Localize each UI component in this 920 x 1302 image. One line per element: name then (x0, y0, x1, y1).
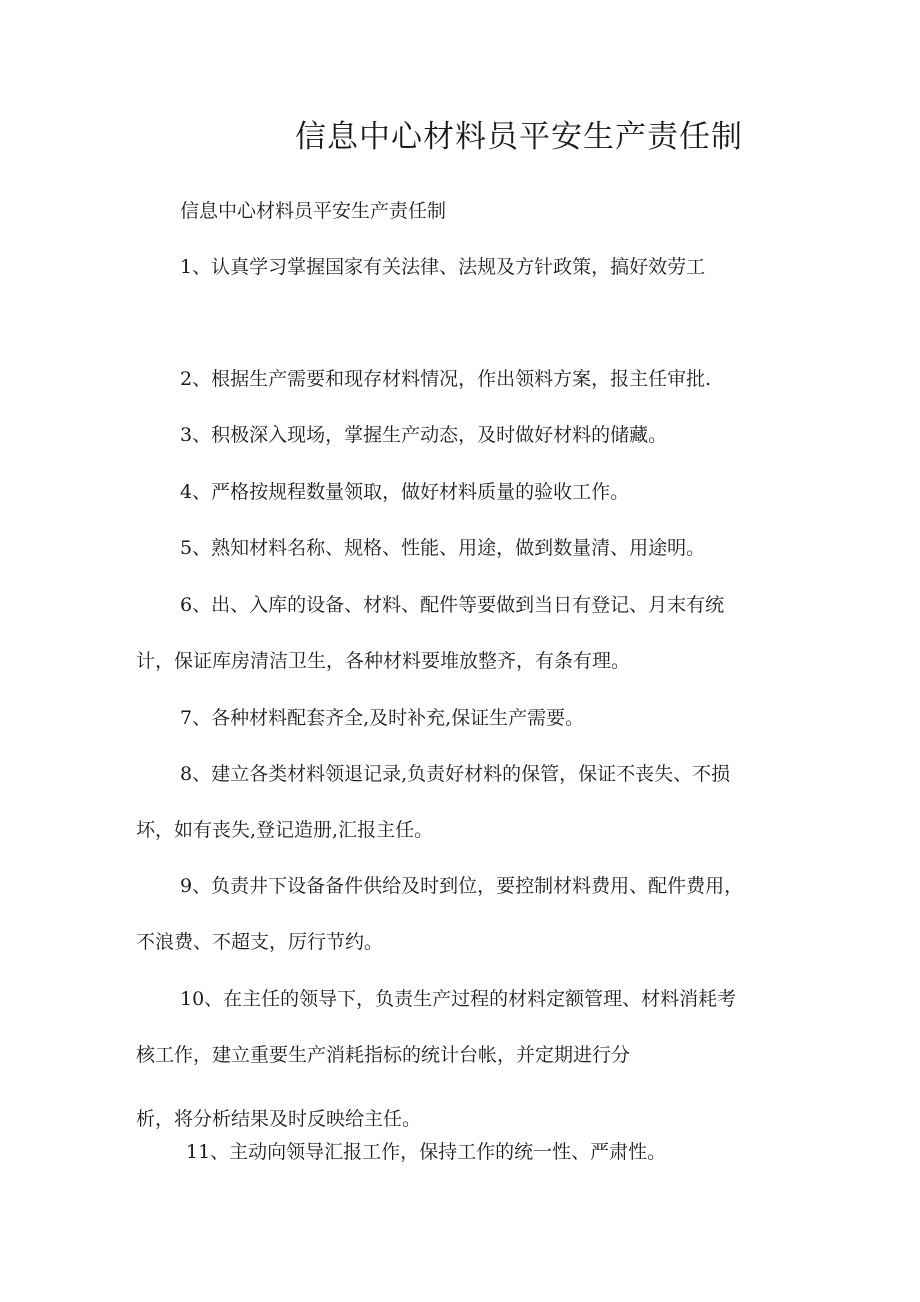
document-title: 信息中心材料员平安生产责任制 (295, 119, 743, 155)
paragraph-2: 2、根据生产需要和现存材料情况，作出领料方案，报主任审批. (180, 368, 712, 390)
paragraph-10-line-2: 核工作，建立重要生产消耗指标的统计台帐，并定期进行分 (136, 1044, 631, 1066)
paragraph-10-line-1: 10、在主任的领导下，负责生产过程的材料定额管理、材料消耗考 (180, 988, 737, 1010)
paragraph-4: 4、严格按规程数量领取，做好材料质量的验收工作。 (180, 481, 630, 503)
paragraph-11: 11、主动向领导汇报工作，保持工作的统一性、严肃性。 (186, 1141, 667, 1163)
paragraph-7: 7、各种材料配套齐全,及时补充,保证生产需要。 (180, 707, 585, 729)
paragraph-6-line-2: 计，保证库房清洁卫生，各种材料要堆放整齐，有条有理。 (136, 650, 631, 672)
paragraph-6-line-1: 6、出、入库的设备、材料、配件等要做到当日有登记、月末有统 (180, 594, 725, 616)
paragraph-3: 3、积极深入现场，掌握生产动态，及时做好材料的储藏。 (180, 424, 668, 446)
paragraph-9-line-2: 不浪费、不超支，厉行节约。 (136, 931, 384, 953)
paragraph-9-line-1: 9、负责井下设备备件供给及时到位，要控制材料费用、配件费用， (180, 875, 744, 897)
subtitle-line: 信息中心材料员平安生产责任制 (180, 200, 447, 222)
paragraph-1: 1、认真学习掌握国家有关法律、法规及方针政策，搞好效劳工 (180, 256, 706, 278)
paragraph-10-line-3: 析，将分析结果及时反映给主任。 (136, 1108, 422, 1130)
paragraph-8-line-1: 8、建立各类材料领退记录,负责好材料的保管，保证不丧失、不损 (180, 763, 731, 785)
paragraph-5: 5、熟知材料名称、规格、性能、用途，做到数量清、用途明。 (180, 537, 706, 559)
paragraph-8-line-2: 坏，如有丧失,登记造册,汇报主任。 (136, 819, 434, 841)
